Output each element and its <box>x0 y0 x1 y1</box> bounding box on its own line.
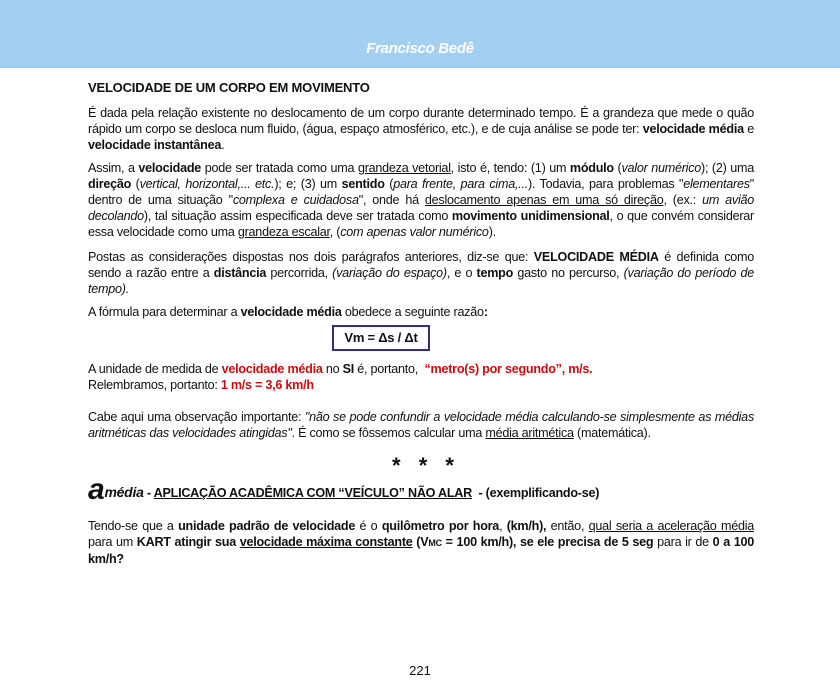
subsection-suffix: - (exemplificando-se) <box>471 486 600 500</box>
document-body <box>88 80 754 567</box>
text: Postas as considerações dispostas nos dois parágrafos anteriores, diz-se que: <box>88 250 534 264</box>
bold-term: 0 a 100 km/h? <box>88 535 754 566</box>
paragraph-observation <box>88 409 754 441</box>
text: A fórmula para determinar a <box>88 305 241 319</box>
underlined-term: qual seria a aceleração média <box>588 519 755 533</box>
paragraph-formula-intro <box>88 304 754 320</box>
text: Assim, a <box>88 161 139 175</box>
bold-term: distância <box>213 266 267 280</box>
bold-term: SI <box>342 362 355 376</box>
text: no <box>322 362 343 376</box>
text: pode ser tratada como uma <box>201 161 358 175</box>
text: , isto é, tendo: (1) um <box>450 161 570 175</box>
bold-term: sentido <box>341 177 385 191</box>
italic-text: complexa e cuidadosa <box>232 193 359 207</box>
bold-underlined-term: velocidade máxima constante <box>239 535 413 549</box>
bold-term: velocidade instantânea <box>88 138 222 152</box>
text: Cabe aqui uma observação importante: <box>88 410 305 424</box>
italic-text: "não se pode confundir a velocidade média calculando-se simplesmente as médias aritméticas das velocidades atingidas" <box>88 410 754 440</box>
text: A unidade de medida de <box>88 362 222 376</box>
text: ); (2) uma <box>701 161 754 175</box>
text: percorrida, <box>266 266 333 280</box>
text: , <box>499 519 507 533</box>
text: e <box>743 122 754 136</box>
bold-term: velocidade média <box>642 122 744 136</box>
dash: - <box>143 486 154 500</box>
underlined-term: grandeza vetorial <box>357 161 451 175</box>
page-header-band <box>0 0 840 68</box>
text: ", onde há <box>358 193 425 207</box>
text: então, <box>546 519 589 533</box>
subsection-heading <box>88 473 754 506</box>
paragraph-vector <box>88 160 754 240</box>
red-term: “metro(s) por segundo”, m/s. <box>424 362 593 376</box>
bold-term: = 100 km/h), se ele precisa de 5 seg <box>441 535 654 549</box>
italic-text: (variação do espaço) <box>332 266 447 280</box>
bold-term: direção <box>88 177 132 191</box>
text: é o <box>355 519 382 533</box>
text: " dentro de uma situação " <box>88 177 755 207</box>
text: para um <box>88 535 137 549</box>
italic-text: (variação do período de tempo). <box>88 266 754 296</box>
text: é, portanto, <box>354 362 425 376</box>
bold-term: (V <box>412 535 429 549</box>
bold-term: (km/h), <box>506 519 547 533</box>
text: . <box>221 138 225 152</box>
text: para ir de <box>653 535 713 549</box>
text: , o que convém considerar essa velocidade como uma <box>88 209 754 239</box>
question-paragraph <box>88 518 754 567</box>
text: , (ex.: <box>663 193 703 207</box>
subsection-title: APLICAÇÃO ACADÊMICA COM “VEÍCULO” NÃO ALAR <box>153 486 472 500</box>
red-term: 1 m/s = 3,6 km/h <box>220 378 314 392</box>
bold-term: velocidade <box>138 161 202 175</box>
text: , ( <box>329 225 341 239</box>
text: ( <box>384 177 394 191</box>
italic-text: um avião decolando <box>88 193 754 223</box>
italic-media: média <box>104 484 144 500</box>
bold-term: : <box>483 305 488 319</box>
bold-term: unidade padrão de velocidade <box>178 519 356 533</box>
section-separator: * * * <box>392 453 460 478</box>
text: ). Todavia, para problemas " <box>527 177 684 191</box>
bold-term: quilômetro por hora <box>381 519 500 533</box>
text: É dada pela relação existente no deslocamento de um corpo durante determinado tempo. É a grandeza que mede o quão rápido um corpo se desloca num fluido, (água, espaço atmosférico, etc.), e de cuja análise se pode ter: <box>88 106 754 136</box>
underlined-term: deslocamento apenas em uma só direção <box>424 193 664 207</box>
text: ( <box>131 177 140 191</box>
bold-term: velocidade média <box>240 305 342 319</box>
formula-container <box>88 325 754 351</box>
text: obedece a seguinte razão <box>341 305 484 319</box>
text: Relembramos, portanto: <box>88 378 221 392</box>
unit-line <box>88 361 754 377</box>
spacer <box>88 393 754 409</box>
subscript-mc: MC <box>428 538 442 548</box>
section-heading: VELOCIDADE DE UM CORPO EM MOVIMENTO <box>88 80 370 95</box>
underlined-term: grandeza escalar <box>237 225 330 239</box>
italic-text: para frente, para cima,... <box>393 177 528 191</box>
text: Tendo-se que a <box>88 519 179 533</box>
italic-text: elementares <box>683 177 750 191</box>
bold-term: tempo <box>476 266 514 280</box>
text: , e o <box>446 266 477 280</box>
text: ), tal situação assim especificada deve ser tratada como <box>143 209 452 223</box>
italic-text: vertical, horizontal,... etc. <box>139 177 275 191</box>
italic-text: com apenas valor numérico <box>340 225 489 239</box>
remember-line <box>88 377 754 393</box>
big-letter-a: a <box>88 473 105 506</box>
bold-term: movimento unidimensional <box>451 209 610 223</box>
paragraph-average-velocity <box>88 249 754 297</box>
text: é definida como sendo a razão entre a <box>88 250 754 280</box>
italic-text: valor numérico <box>621 161 702 175</box>
page-number: 221 <box>409 663 431 678</box>
paragraph-definition <box>88 105 754 153</box>
text: ); e; (3) um <box>274 177 342 191</box>
bold-term: módulo <box>569 161 614 175</box>
red-term: velocidade média <box>221 362 323 376</box>
bold-term: VELOCIDADE MÉDIA <box>533 250 659 264</box>
underlined-term: média aritmética <box>485 426 574 440</box>
text: ). <box>488 225 496 239</box>
text: ( <box>613 161 622 175</box>
text: (matemática). <box>573 426 651 440</box>
formula-box: Vm = Δs / Δt <box>332 325 429 351</box>
bold-term: KART atingir sua <box>136 535 240 549</box>
author-name: Francisco Bedê <box>366 40 474 57</box>
text: . É como se fôssemos calcular uma <box>291 426 486 440</box>
text: gasto no percurso, <box>513 266 624 280</box>
